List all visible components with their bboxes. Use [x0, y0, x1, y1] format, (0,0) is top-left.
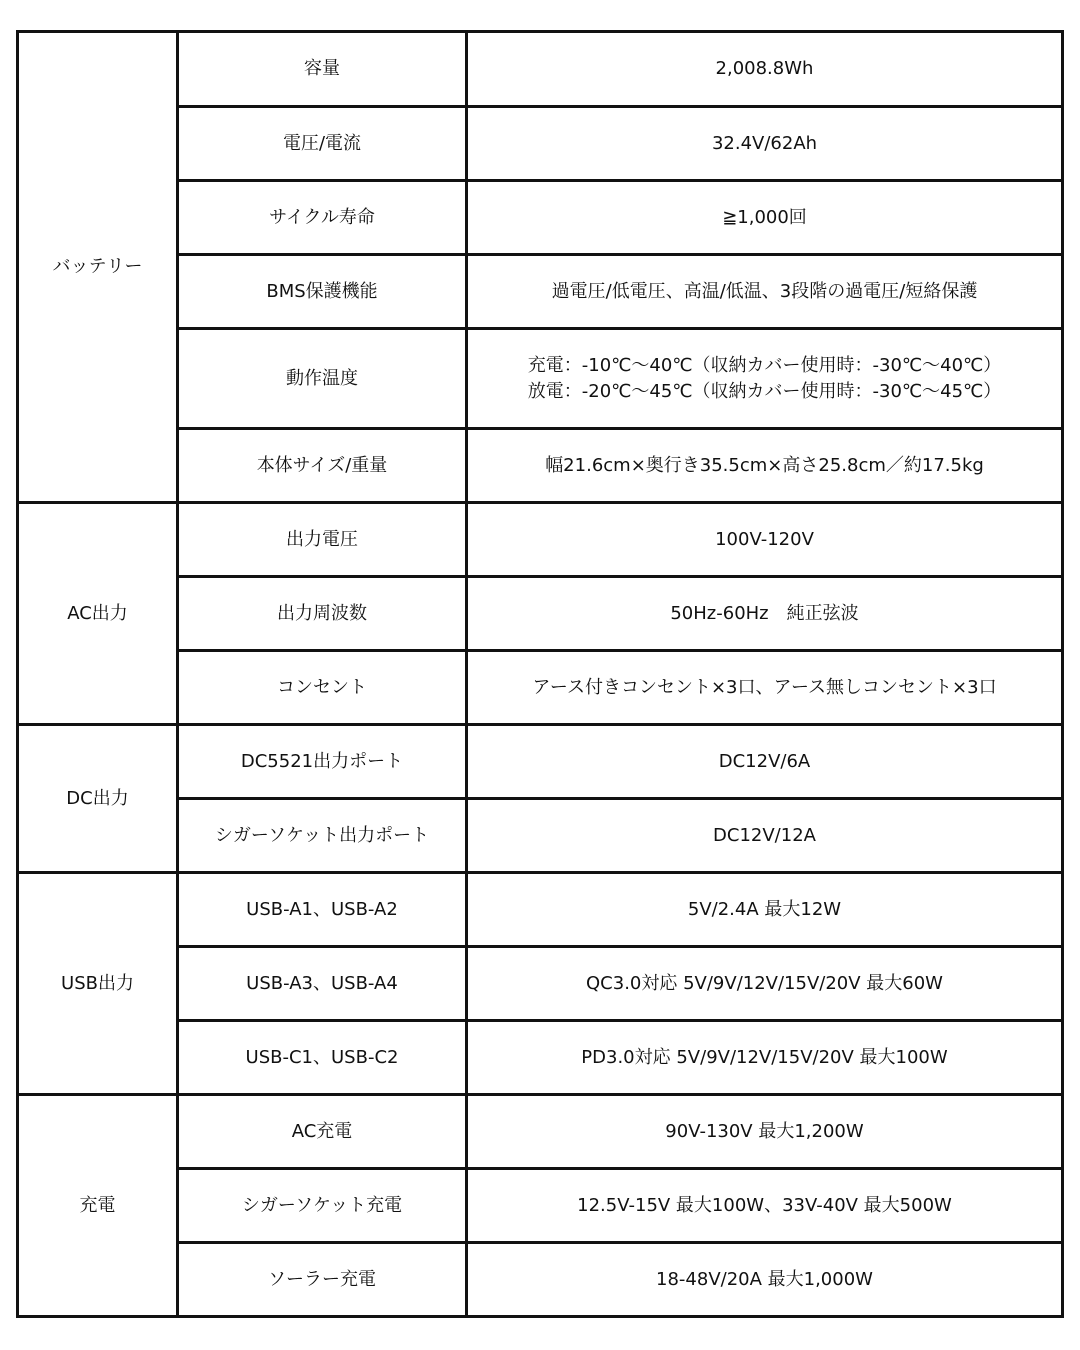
spec-label: USB-A3、USB-A4	[178, 947, 467, 1021]
category-battery: バッテリー	[18, 32, 178, 503]
spec-label: シガーソケット充電	[178, 1169, 467, 1243]
spec-label: サイクル寿命	[178, 181, 467, 255]
spec-value: アース付きコンセント×3口、アース無しコンセント×3口	[467, 651, 1063, 725]
spec-label: BMS保護機能	[178, 255, 467, 329]
spec-value: 12.5V-15V 最大100W、33V-40V 最大500W	[467, 1169, 1063, 1243]
table-row	[18, 725, 1063, 799]
spec-value: DC12V/12A	[467, 799, 1063, 873]
spec-label: USB-C1、USB-C2	[178, 1021, 467, 1095]
spec-label: AC充電	[178, 1095, 467, 1169]
category-usb-output: USB出力	[18, 873, 178, 1095]
spec-label: 出力周波数	[178, 577, 467, 651]
spec-value: 18-48V/20A 最大1,000W	[467, 1243, 1063, 1317]
spec-value: ≧1,000回	[467, 181, 1063, 255]
spec-value: 過電圧/低電圧、高温/低温、3段階の過電圧/短絡保護	[467, 255, 1063, 329]
category-charging: 充電	[18, 1095, 178, 1317]
spec-label: 出力電圧	[178, 503, 467, 577]
spec-label: DC5521出力ポート	[178, 725, 467, 799]
spec-value: QC3.0対応 5V/9V/12V/15V/20V 最大60W	[467, 947, 1063, 1021]
spec-label: シガーソケット出力ポート	[178, 799, 467, 873]
spec-value: PD3.0対応 5V/9V/12V/15V/20V 最大100W	[467, 1021, 1063, 1095]
spec-value	[467, 329, 1063, 429]
spec-value-line: 放電：-20℃〜45℃（収納カバー使用時：-30℃〜45℃）	[527, 380, 1002, 402]
spec-label: コンセント	[178, 651, 467, 725]
spec-table	[16, 30, 1064, 1318]
spec-value: 100V-120V	[467, 503, 1063, 577]
table-row	[18, 1095, 1063, 1169]
spec-value: 5V/2.4A 最大12W	[467, 873, 1063, 947]
spec-label: 本体サイズ/重量	[178, 429, 467, 503]
spec-value: DC12V/6A	[467, 725, 1063, 799]
spec-label: 動作温度	[178, 329, 467, 429]
category-dc-output: DC出力	[18, 725, 178, 873]
spec-label: ソーラー充電	[178, 1243, 467, 1317]
spec-label: USB-A1、USB-A2	[178, 873, 467, 947]
category-ac-output: AC出力	[18, 503, 178, 725]
spec-label: 電圧/電流	[178, 107, 467, 181]
spec-value: 90V-130V 最大1,200W	[467, 1095, 1063, 1169]
table-row	[18, 873, 1063, 947]
table-row	[18, 503, 1063, 577]
spec-value-line: 充電：-10℃〜40℃（収納カバー使用時：-30℃〜40℃）	[527, 354, 1002, 376]
table-row	[18, 32, 1063, 107]
spec-value: 32.4V/62Ah	[467, 107, 1063, 181]
spec-label: 容量	[178, 32, 467, 107]
spec-value: 幅21.6cm×奥行き35.5cm×高さ25.8cm／約17.5kg	[467, 429, 1063, 503]
spec-value: 2,008.8Wh	[467, 32, 1063, 107]
spec-value: 50Hz-60Hz 純正弦波	[467, 577, 1063, 651]
